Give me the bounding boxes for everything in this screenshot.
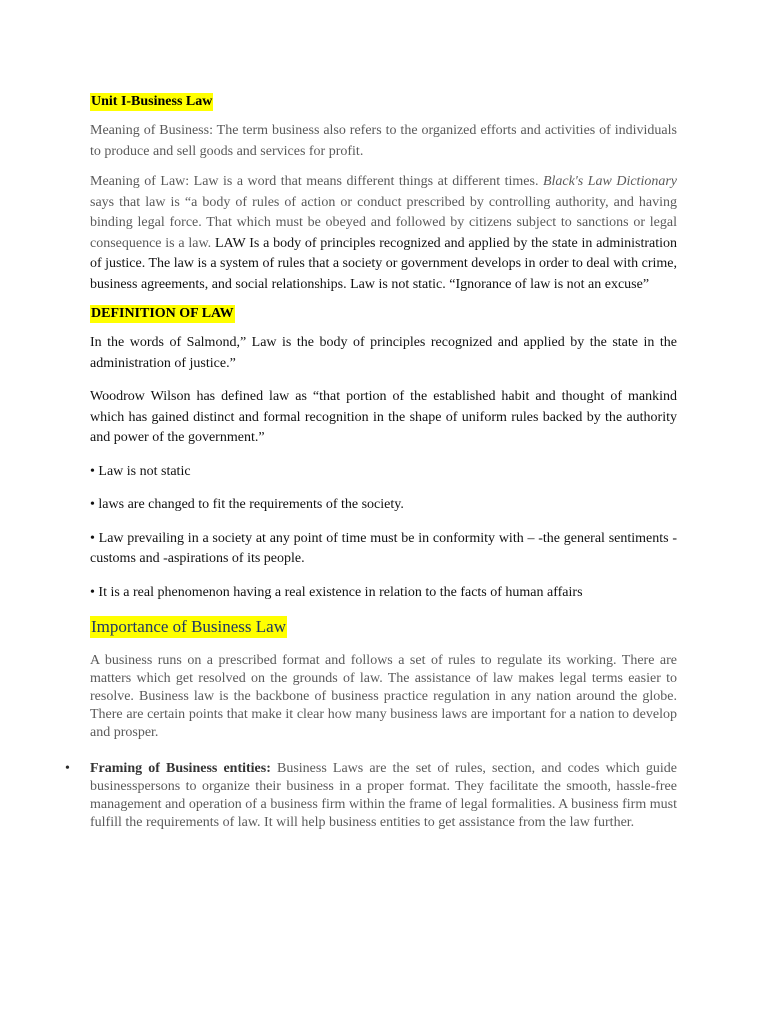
framing-text: Business Laws are the set of rules, section, and codes which guide businesspersons to organize their business in a proper format. They facilitate the smooth, hassle-free management and operation of a business firm within the frame of legal formalities. A business firm must fulfill the requirements of law. It will help business entities to get assistance from the law further. xyxy=(90,761,677,830)
meaning-of-law-paragraph xyxy=(90,172,677,295)
bullet-law-not-static: • Law is not static xyxy=(90,463,191,479)
definition-heading: DEFINITION OF LAW xyxy=(91,306,234,321)
bullet-icon: • xyxy=(65,761,70,776)
bullet-law-prevailing: • Law prevailing in a society at any point of time must be in conformity with – -the general sentiments - customs and -aspirations of its people. xyxy=(90,530,677,566)
unit-heading: Unit I-Business Law xyxy=(91,94,213,109)
meaning-of-business-paragraph: Meaning of Business: The term business also refers to the organized efforts and activities of individuals to produce and sell goods and services for profit. xyxy=(90,123,677,159)
meaning-law-rest: says that law is “a body of rules of action or conduct prescribed by controlling authority, and having binding legal force. That which must be obeyed and followed by citizens subject to sanctions or legal consequence is a law. xyxy=(90,194,677,251)
wilson-paragraph: Woodrow Wilson has defined law as “that portion of the established habit and thought of mankind which has gained distinct and formal recognition in the shape of uniform rules backed by the authority and power of the government.” xyxy=(90,389,677,445)
bullet-real-phenomenon: • It is a real phenomenon having a real existence in relation to the facts of human affairs xyxy=(90,584,583,600)
document-content xyxy=(65,92,677,832)
meaning-law-intro: Meaning of Law: Law is a word that means different things at different times. xyxy=(90,174,543,189)
blacks-law-dictionary: Black's Law Dictionary xyxy=(542,174,677,189)
salmond-paragraph: In the words of Salmond,” Law is the body of principles recognized and applied by the state in the administration of justice.” xyxy=(90,335,677,371)
framing-bullet-item xyxy=(65,760,677,832)
importance-heading: Importance of Business Law xyxy=(91,617,286,636)
importance-paragraph: A business runs on a prescribed format and follows a set of rules to regulate its working. There are matters which get resolved on the grounds of law. The assistance of law makes legal terms easier to resolve. Business law is the backbone of business practice regulation in any nation around the globe. There are certain points that make it clear how many business laws are important for a nation to develop and prosper. xyxy=(90,653,677,740)
bullet-laws-changed: • laws are changed to fit the requirements of the society. xyxy=(90,497,404,512)
framing-bold-label: Framing of Business entities: xyxy=(90,761,271,776)
meaning-law-dark: LAW Is a body of principles recognized and applied by the state in administration of justice. The law is a system of rules that a society or government develops in order to deal with crime, business agreements, and social relationships. Law is not static. “Ignorance of law is not an excuse” xyxy=(90,235,677,292)
